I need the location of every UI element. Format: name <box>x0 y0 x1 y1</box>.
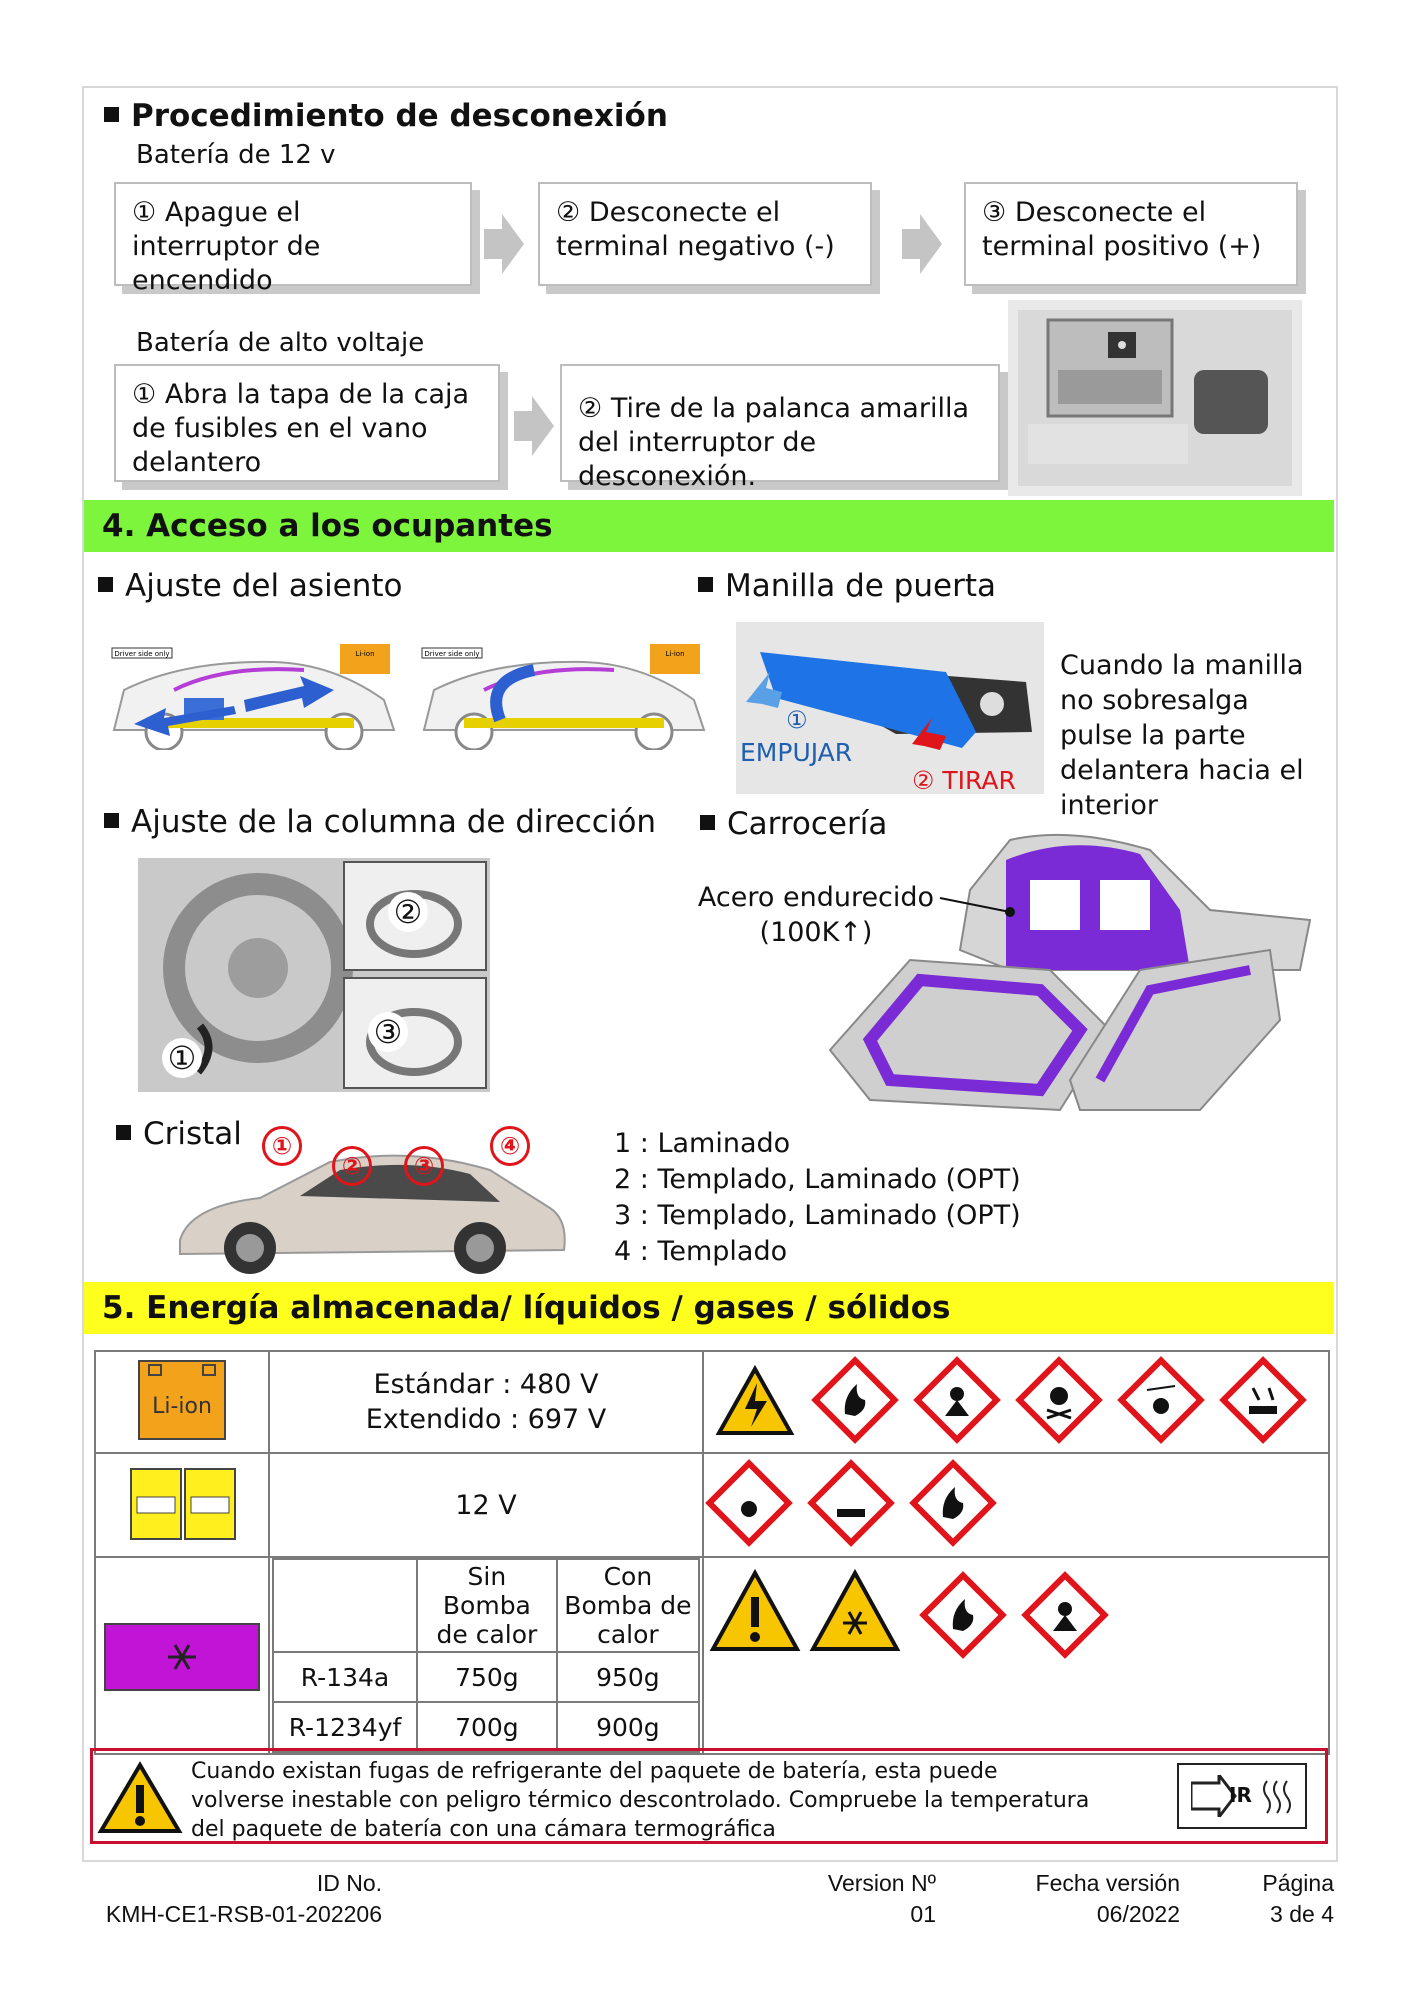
ir-label: IR <box>1229 1783 1252 1807</box>
ref-header-pump: Con Bomba de calor <box>557 1559 699 1652</box>
thermal-camera-icon <box>1177 1763 1307 1829</box>
refrigerant-table-cell <box>269 1557 703 1754</box>
lv-voltage-cell: 12 V <box>269 1453 703 1557</box>
health-hazard-icon <box>917 1360 996 1439</box>
glass-marker-1: ① <box>262 1126 302 1166</box>
liion-cell <box>95 1351 269 1453</box>
hv-voltage-line2: Extendido : 697 V <box>365 1404 607 1435</box>
footer-version-label: Version Nº <box>827 1870 936 1896</box>
seat-battery-tag: Li-ion <box>665 650 685 658</box>
glass-item-1: 1 : Laminado <box>614 1128 791 1159</box>
corrosive-icon <box>1223 1360 1302 1439</box>
hazard-table <box>94 1350 1330 1755</box>
footer-page-label: Página <box>1262 1870 1334 1896</box>
electric-hazard-icon <box>719 1369 791 1433</box>
refrigerant-table <box>272 1558 700 1753</box>
step12-2: ② Desconecte el terminal negativo (-) <box>538 182 872 286</box>
section5-band: 5. Energía almacenada/ líquidos / gases / sólidos <box>84 1282 1334 1334</box>
disconnect-title: Procedimiento de desconexión <box>104 98 668 134</box>
steering-title: Ajuste de la columna de dirección <box>104 804 656 840</box>
step-arrow-icon <box>484 214 524 274</box>
step-hv-1: ① Abra la tapa de la caja de fusibles en el vano delantero <box>114 364 500 482</box>
seat-title: Ajuste del asiento <box>98 568 403 604</box>
glass-marker-3: ③ <box>404 1146 444 1186</box>
battery12-label: Batería de 12 v <box>136 140 336 170</box>
hv-voltage-line1: Estándar : 480 V <box>373 1369 599 1400</box>
seat-diagram-1 <box>104 640 404 750</box>
liion-label: Li-ion <box>152 1394 212 1419</box>
hv-pictograms-cell <box>703 1351 1329 1453</box>
door-push-num: ① <box>786 706 808 734</box>
footer-date-label: Fecha versión <box>1035 1870 1180 1896</box>
body-label-2: (100K↑) <box>759 917 873 948</box>
seat-tag-text: Driver side only <box>424 650 480 658</box>
explosive-icon <box>1121 1360 1200 1439</box>
door-push-label: EMPUJAR <box>740 738 853 767</box>
seat-tag-text: Driver side only <box>114 650 170 658</box>
step-hv-2: ② Tire de la palanca amarilla del interruptor de desconexión. <box>560 364 1000 482</box>
door-title: Manilla de puerta <box>698 568 996 604</box>
step12-3: ③ Desconecte el terminal positivo (+) <box>964 182 1298 286</box>
lv-pictograms-cell <box>703 1453 1329 1557</box>
ref-row2-name: R-1234yf <box>273 1702 417 1752</box>
explosive-icon <box>709 1463 788 1542</box>
warning-icon <box>713 1573 797 1649</box>
low-temperature-icon <box>813 1573 897 1649</box>
ref-header-no-pump: Sin Bomba de calor <box>417 1559 557 1652</box>
step-arrow-icon <box>902 214 942 274</box>
steering-num-3: ③ <box>368 1012 408 1052</box>
refrigerant-pictograms-cell <box>703 1557 1329 1754</box>
glass-item-2: 2 : Templado, Laminado (OPT) <box>614 1164 1021 1195</box>
hv-voltage-cell <box>269 1351 703 1453</box>
ref-row2-pump: 900g <box>557 1702 699 1752</box>
glass-item-3: 3 : Templado, Laminado (OPT) <box>614 1200 1021 1231</box>
footer-date <box>1000 1868 1180 1930</box>
refrigerant-warning-box <box>90 1748 1328 1844</box>
body-label-1: Acero endurecido <box>697 882 935 913</box>
refrigerant-cell <box>95 1557 269 1754</box>
flammable-icon <box>913 1463 992 1542</box>
hv-label: Batería de alto voltaje <box>136 328 425 358</box>
body-structure-diagram <box>810 820 1314 1120</box>
ref-header-empty <box>273 1559 417 1652</box>
glass-marker-2: ② <box>332 1146 372 1186</box>
footer-page-value: 3 de 4 <box>1270 1901 1334 1927</box>
lv-battery-cell <box>95 1453 269 1557</box>
seat-battery-tag: Li-ion <box>355 650 375 658</box>
glass-item-4: 4 : Templado <box>614 1236 788 1267</box>
section4-band: 4. Acceso a los ocupantes <box>84 500 1334 552</box>
health-hazard-icon <box>1025 1575 1104 1654</box>
ref-row2-no-pump: 700g <box>417 1702 557 1752</box>
door-text: Cuando la manilla no sobresalga pulse la parte delantera hacia el interior <box>1060 650 1304 821</box>
glass-title: Cristal <box>116 1116 242 1152</box>
footer-page <box>1200 1868 1334 1930</box>
steering-num-2: ② <box>388 892 428 932</box>
step-arrow-icon <box>514 396 554 456</box>
footer-version-value: 01 <box>910 1901 936 1927</box>
ref-row1-no-pump: 750g <box>417 1652 557 1702</box>
warning-text: Cuando existan fugas de refrigerante del paquete de batería, esta puede volverse inestable con peligro térmico descontrolado. Compruebe la temperatura del paquete de batería con una cámara termográfica <box>191 1759 1090 1842</box>
seat-diagram-2 <box>414 640 714 750</box>
steering-photo <box>138 858 490 1092</box>
step12-1: ① Apague el interruptor de encendido <box>114 182 472 286</box>
body-title: Carrocería <box>700 806 887 842</box>
steering-num-1: ① <box>162 1038 202 1078</box>
footer-id-value: KMH-CE1-RSB-01-202206 <box>105 1901 382 1927</box>
footer-date-value: 06/2022 <box>1096 1901 1180 1927</box>
flammable-icon <box>923 1575 1002 1654</box>
glass-marker-4: ④ <box>490 1126 530 1166</box>
door-pull-label: ② TIRAR <box>912 766 1016 795</box>
ref-row1-name: R-134a <box>273 1652 417 1702</box>
footer-id <box>86 1868 382 1930</box>
toxic-icon <box>1019 1360 1098 1439</box>
warning-icon <box>97 1761 183 1835</box>
footer-id-label: ID No. <box>316 1870 382 1896</box>
footer-version <box>796 1868 936 1930</box>
corrosive-icon <box>811 1463 890 1542</box>
ref-row1-pump: 950g <box>557 1652 699 1702</box>
fuse-box-photo <box>1008 300 1302 496</box>
door-handle-photo <box>736 622 1044 794</box>
flammable-icon <box>815 1360 894 1439</box>
